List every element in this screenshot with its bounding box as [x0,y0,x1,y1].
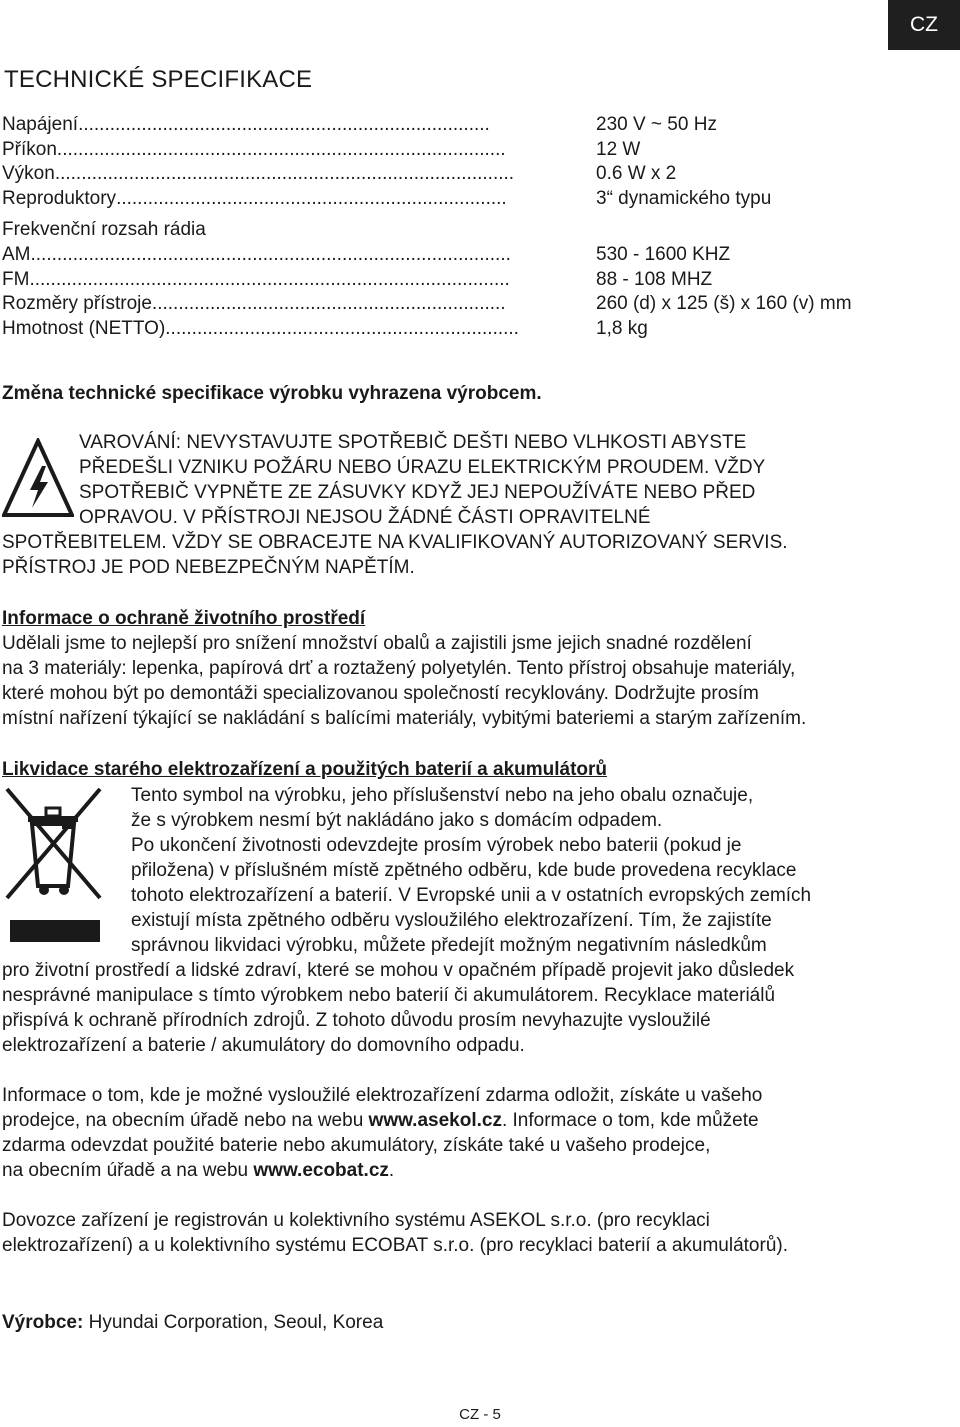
spec-name: Rozměry přístroje [2,293,152,314]
ecobat-link[interactable]: www.ecobat.cz [253,1160,389,1181]
environment-line: na 3 materiály: lepenka, papírová drť a roztažený polyetylén. Tento přístroj obsahuje materiály, [2,658,796,679]
spec-dots: ..................................................................................... [56,138,506,160]
weee-line: tohoto elektrozařízení a baterií. V Evropské unii a v ostatních evropských zemích [131,885,812,906]
spec-dots: .............................................................................. [78,114,490,135]
spec-row [2,317,942,342]
weee-line: přispívá k ochraně přírodních zdrojů. Z tohoto důvodu prosím nevyhazujte vysloužilé [2,1010,711,1031]
info-text: na obecním úřadě a na webu [2,1160,254,1181]
warning-line: OPRAVOU. V PŘÍSTROJI NEJSOU ŽÁDNÉ ČÁSTI OPRAVITELNÉ [79,507,651,528]
spec-name: FM [2,268,30,290]
spec-row [2,268,942,293]
spec-dots: .......................................................................... [116,187,507,209]
environment-line: které mohou být po demontáži specializovanou společností recyklovány. Dodržujte prosím [2,683,759,704]
info-line: zdarma odevzdat použité baterie nebo akumulátory, získáte také u vašeho prodejce, [2,1135,711,1156]
warning-continued [2,530,932,580]
environment-heading: Informace o ochraně životního prostředí [2,608,366,629]
asekol-link[interactable]: www.asekol.cz [368,1110,502,1131]
spec-row [2,243,942,268]
manufacturer-value: Hyundai Corporation, Seoul, Korea [83,1312,384,1333]
page-title: TECHNICKÉ SPECIFIKACE [4,66,313,93]
spec-value: 1,8 kg [596,317,648,339]
spec-dots: ....................................................................................... [54,163,515,184]
spec-row [2,113,942,138]
spec-value: 530 - 1600 KHZ [596,244,731,265]
weee-line: že s výrobkem nesmí být nakládáno jako s domácím odpadem. [131,810,663,831]
environment-section [2,606,942,731]
importer-line: Dovozce zařízení je registrován u kolektivního systému ASEKOL s.r.o. (pro recyklaci [2,1210,710,1231]
spec-list [2,113,942,341]
spec-row [2,292,942,317]
weee-line: správnou likvidaci výrobku, můžete předejít možným negativním následkům [131,935,767,956]
info-text: . Informace o tom, kde můžete [501,1110,759,1131]
spec-name: Hmotnost (NETTO) [2,317,166,339]
spec-value: 12 W [596,138,641,160]
spec-value: 260 (d) x 125 (š) x 160 (v) mm [596,293,852,314]
weee-line: Tento symbol na výrobku, jeho příslušenství nebo na jeho obalu označuje, [131,785,754,806]
crossed-out-bin-icon [4,786,104,946]
info-line [2,1158,942,1183]
info-text: prodejce, na obecním úřadě nebo na webu [2,1110,369,1131]
manufacturer [2,1310,942,1335]
warning-line: SPOTŘEBITELEM. VŽDY SE OBRACEJTE NA KVALIFIKOVANÝ AUTORIZOVANÝ SERVIS. [2,532,788,553]
warning-line: SPOTŘEBIČ VYPNĚTE ZE ZÁSUVKY KDYŽ JEJ NEPOUŽÍVÁTE NEBO PŘED [79,482,756,503]
weee-line: elektrozařízení a baterie / akumulátory do domovního odpadu. [2,1035,525,1056]
environment-line: Udělali jsme to nejlepší pro snížení množství obalů a zajistili jsme jejich snadné rozdělení [2,633,752,654]
weee-line: nesprávné manipulace s tímto výrobkem nebo baterií či akumulátorem. Recyklace materiálů [2,985,776,1006]
warning-text [79,430,939,530]
info-line [2,1108,942,1133]
manufacturer-label: Výrobce: [2,1312,84,1333]
weee-line: existují místa zpětného odběru vysloužilého elektrozařízení. Tím, že zajistíte [131,910,772,931]
spec-value: 88 - 108 MHZ [596,268,713,290]
spec-name: Příkon [2,138,57,160]
spec-name: Výkon [2,163,55,184]
spec-dots: ................................................................... [151,293,506,314]
spec-name: Reproduktory [2,187,117,209]
spec-dots: ........................................................................................... [30,244,511,265]
language-tab: CZ [888,0,960,50]
spec-value: 230 V ~ 50 Hz [596,114,717,135]
environment-line: místní nařízení týkající se nakládání s balícími materiály, vybitými bateriemi a starým zařízením. [2,708,807,729]
spec-dots: ........................................................................................... [29,268,510,290]
weee-heading: Likvidace starého elektrozařízení a použitých baterií a akumulátorů [2,759,608,780]
radio-heading-text: Frekvenční rozsah rádia [2,219,206,240]
info-text: . [388,1160,395,1181]
spec-row [2,187,942,212]
importer-info [2,1208,942,1258]
spec-name: AM [2,244,31,265]
importer-line: elektrozařízení) a u kolektivního systému ECOBAT s.r.o. (pro recyklaci baterií a akumulátorů). [2,1235,788,1256]
weee-full-text [2,958,942,1058]
info-line: Informace o tom, kde je možné vysloužilé elektrozařízení zdarma odložit, získáte u vašeho [2,1085,763,1106]
spec-value: 0.6 W x 2 [596,163,677,184]
weee-line: přiložena) v příslušném místě zpětného odběru, kde bude provedena recyklace [131,860,797,881]
warning-label: VAROVÁNÍ: [79,432,182,453]
radio-heading [2,217,942,243]
warning-line: PŘEDEŠLI VZNIKU POŽÁRU NEBO ÚRAZU ELEKTRICKÝM PROUDEM. VŽDY [79,457,766,478]
warning-line [79,430,939,455]
weee-line: pro životní prostředí a lidské zdraví, které se mohou v opačném případě projevit jako důsledek [2,960,795,981]
page-number: CZ - 5 [459,1406,501,1423]
collection-info [2,1083,942,1183]
spec-name: Napájení [2,114,79,135]
weee-indented-text [131,783,941,958]
spec-dots: ................................................................... [165,317,519,339]
weee-line: Po ukončení životnosti odevzdejte prosím výrobek nebo baterii (pokud je [131,835,742,856]
high-voltage-warning-icon [2,438,74,518]
spec-change-note: Změna technické specifikace výrobku vyhrazena výrobcem. [2,383,542,404]
spec-row [2,162,942,187]
spec-row [2,138,942,163]
weee-heading-wrap [2,757,942,782]
warning-line: PŘÍSTROJ JE POD NEBEZPEČNÝM NAPĚTÍM. [2,557,415,578]
spec-value: 3“ dynamického typu [596,187,772,209]
warning-line-text: NEVYSTAVUJTE SPOTŘEBIČ DEŠTI NEBO VLHKOSTI ABYSTE [181,432,747,453]
